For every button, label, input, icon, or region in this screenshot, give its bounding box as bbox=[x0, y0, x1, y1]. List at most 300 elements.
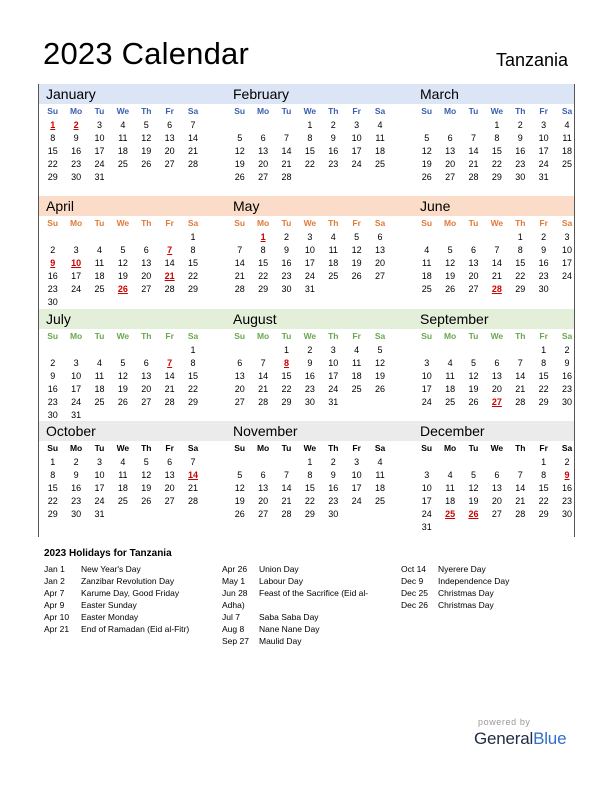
day-cell: 18 bbox=[445, 496, 456, 506]
day-cell: 13 bbox=[164, 133, 175, 143]
day-cell: 9 bbox=[564, 358, 570, 368]
day-cell: 15 bbox=[258, 258, 269, 268]
week-row bbox=[415, 357, 590, 370]
holiday-name: Independence Day bbox=[438, 576, 510, 586]
day-cell: 4 bbox=[377, 120, 383, 130]
holiday-day-cell: 9 bbox=[50, 258, 56, 268]
week-row bbox=[41, 469, 216, 482]
empty-day-cell bbox=[158, 344, 181, 357]
weekday-label: Fr bbox=[165, 218, 174, 228]
week-row bbox=[41, 171, 216, 184]
week-row bbox=[415, 257, 590, 270]
day-cell: 18 bbox=[375, 483, 386, 493]
day-cell: 5 bbox=[237, 133, 243, 143]
day-cell: 18 bbox=[421, 271, 432, 281]
day-cell: 29 bbox=[47, 509, 58, 519]
country-name: Tanzania bbox=[495, 50, 568, 70]
day-cell: 19 bbox=[421, 159, 432, 169]
week-row bbox=[41, 296, 216, 309]
day-cell: 29 bbox=[188, 284, 199, 294]
day-cell: 4 bbox=[424, 245, 430, 255]
holiday-name: Easter Sunday bbox=[81, 600, 137, 610]
empty-day-cell bbox=[485, 344, 508, 357]
month-name: October bbox=[46, 423, 96, 439]
month-block-february bbox=[228, 84, 403, 184]
weekday-label: Fr bbox=[352, 218, 361, 228]
day-cell: 9 bbox=[73, 470, 79, 480]
day-cell: 19 bbox=[234, 496, 245, 506]
weekday-label: Tu bbox=[281, 106, 292, 116]
day-cell: 12 bbox=[117, 258, 128, 268]
day-cell: 2 bbox=[330, 457, 336, 467]
empty-day-cell bbox=[88, 344, 111, 357]
empty-day-cell bbox=[64, 231, 87, 244]
day-cell: 10 bbox=[421, 371, 432, 381]
holiday-entry bbox=[401, 575, 509, 587]
day-cell: 8 bbox=[307, 470, 313, 480]
empty-day-cell bbox=[64, 296, 87, 309]
weekday-label: Mo bbox=[256, 443, 270, 453]
day-cell: 2 bbox=[541, 232, 547, 242]
holiday-entry bbox=[44, 623, 189, 635]
empty-day-cell bbox=[135, 508, 158, 521]
day-cell: 6 bbox=[494, 358, 500, 368]
day-cell: 6 bbox=[447, 133, 453, 143]
day-cell: 2 bbox=[307, 345, 313, 355]
weekday-label: Fr bbox=[539, 106, 548, 116]
day-cell: 22 bbox=[304, 496, 315, 506]
day-cell: 22 bbox=[538, 496, 549, 506]
day-cell: 16 bbox=[281, 258, 292, 268]
day-cell: 23 bbox=[304, 384, 315, 394]
holiday-date: May 1 bbox=[222, 576, 246, 586]
day-cell: 11 bbox=[351, 358, 362, 368]
day-cell: 13 bbox=[141, 371, 152, 381]
weekday-label: Mo bbox=[256, 331, 270, 341]
day-cell: 20 bbox=[234, 384, 245, 394]
holiday-name: Nyerere Day bbox=[438, 564, 486, 574]
day-cell: 26 bbox=[445, 284, 456, 294]
day-cell: 25 bbox=[445, 397, 456, 407]
empty-day-cell bbox=[345, 508, 368, 521]
day-cell: 14 bbox=[164, 258, 175, 268]
day-cell: 14 bbox=[258, 371, 269, 381]
day-cell: 17 bbox=[421, 496, 432, 506]
week-row bbox=[41, 158, 216, 171]
day-cell: 17 bbox=[562, 258, 573, 268]
week-row bbox=[41, 270, 216, 283]
holiday-day-cell: 8 bbox=[283, 358, 289, 368]
day-cell: 18 bbox=[117, 146, 128, 156]
weekday-label: Mo bbox=[256, 106, 270, 116]
weekday-label: Sa bbox=[187, 331, 199, 341]
day-cell: 7 bbox=[190, 457, 196, 467]
day-cell: 20 bbox=[491, 496, 502, 506]
week-row bbox=[41, 370, 216, 383]
empty-day-cell bbox=[415, 119, 438, 132]
day-cell: 16 bbox=[304, 371, 315, 381]
empty-day-cell bbox=[368, 171, 391, 184]
weekday-header bbox=[41, 216, 216, 231]
week-row bbox=[415, 469, 590, 482]
weekday-label: Mo bbox=[256, 218, 270, 228]
weekday-label: Su bbox=[47, 331, 59, 341]
week-row bbox=[415, 508, 590, 521]
holiday-date: Dec 25 bbox=[401, 588, 428, 598]
holiday-entry bbox=[222, 575, 368, 587]
weekday-label: Sa bbox=[187, 443, 199, 453]
week-row bbox=[228, 132, 403, 145]
empty-day-cell bbox=[228, 344, 251, 357]
holiday-list-column-1 bbox=[44, 563, 189, 635]
day-cell: 19 bbox=[375, 371, 386, 381]
day-cell: 18 bbox=[117, 483, 128, 493]
day-cell: 10 bbox=[94, 133, 105, 143]
holiday-entry bbox=[44, 611, 189, 623]
day-cell: 10 bbox=[538, 133, 549, 143]
day-cell: 31 bbox=[71, 410, 82, 420]
day-cell: 14 bbox=[491, 258, 502, 268]
day-cell: 9 bbox=[541, 245, 547, 255]
day-cell: 17 bbox=[71, 384, 82, 394]
weekday-label: Sa bbox=[561, 218, 573, 228]
empty-day-cell bbox=[111, 508, 134, 521]
day-cell: 17 bbox=[538, 146, 549, 156]
day-cell: 28 bbox=[164, 284, 175, 294]
week-row bbox=[228, 171, 403, 184]
day-cell: 24 bbox=[351, 496, 362, 506]
day-cell: 18 bbox=[351, 371, 362, 381]
day-cell: 19 bbox=[141, 146, 152, 156]
day-cell: 2 bbox=[330, 120, 336, 130]
month-block-march bbox=[415, 84, 590, 184]
day-cell: 11 bbox=[562, 133, 572, 143]
day-cell: 29 bbox=[538, 397, 549, 407]
week-row bbox=[41, 132, 216, 145]
day-cell: 30 bbox=[328, 509, 339, 519]
week-row bbox=[41, 357, 216, 370]
day-cell: 19 bbox=[234, 159, 245, 169]
empty-day-cell bbox=[485, 231, 508, 244]
holiday-name: End of Ramadan (Eid al-Fitr) bbox=[81, 624, 190, 634]
week-row bbox=[228, 508, 403, 521]
empty-day-cell bbox=[415, 231, 438, 244]
day-cell: 16 bbox=[47, 271, 58, 281]
day-cell: 30 bbox=[71, 172, 82, 182]
empty-day-cell bbox=[509, 521, 532, 534]
day-cell: 17 bbox=[94, 146, 105, 156]
empty-day-cell bbox=[158, 296, 181, 309]
week-row bbox=[415, 383, 590, 396]
month-block-may bbox=[228, 196, 403, 296]
weekday-label: Tu bbox=[94, 218, 105, 228]
empty-day-cell bbox=[555, 171, 578, 184]
day-cell: 23 bbox=[71, 159, 82, 169]
holiday-name-continuation: Adha) bbox=[222, 600, 245, 610]
holidays-title: 2023 Holidays for Tanzania bbox=[44, 548, 172, 559]
generalblue-logo[interactable] bbox=[474, 729, 566, 749]
empty-day-cell bbox=[438, 344, 461, 357]
day-cell: 17 bbox=[351, 483, 362, 493]
day-cell: 13 bbox=[491, 371, 502, 381]
day-cell: 7 bbox=[260, 358, 266, 368]
holiday-entry bbox=[222, 623, 368, 635]
empty-day-cell bbox=[158, 171, 181, 184]
day-cell: 25 bbox=[94, 284, 105, 294]
day-cell: 19 bbox=[117, 271, 128, 281]
weekday-label: Mo bbox=[443, 106, 457, 116]
weekday-label: Fr bbox=[539, 218, 548, 228]
weekday-label: Th bbox=[328, 443, 339, 453]
day-cell: 20 bbox=[258, 496, 269, 506]
weekday-label: Sa bbox=[561, 443, 573, 453]
day-cell: 19 bbox=[445, 271, 456, 281]
holiday-day-cell: 7 bbox=[167, 358, 173, 368]
weekday-label: Su bbox=[421, 106, 433, 116]
day-cell: 22 bbox=[258, 271, 269, 281]
weekday-label: Mo bbox=[69, 106, 83, 116]
weekday-header bbox=[228, 216, 403, 231]
holiday-name: Easter Monday bbox=[81, 612, 139, 622]
weekday-label: Mo bbox=[443, 331, 457, 341]
day-cell: 22 bbox=[188, 384, 199, 394]
holiday-day-cell: 25 bbox=[445, 509, 456, 519]
empty-day-cell bbox=[181, 508, 204, 521]
day-cell: 28 bbox=[188, 496, 199, 506]
day-cell: 19 bbox=[468, 496, 479, 506]
holiday-entry bbox=[222, 563, 368, 575]
week-row bbox=[228, 283, 403, 296]
empty-day-cell bbox=[135, 344, 158, 357]
day-cell: 29 bbox=[491, 172, 502, 182]
month-block-june bbox=[415, 196, 590, 296]
day-cell: 11 bbox=[445, 483, 455, 493]
day-cell: 15 bbox=[304, 146, 315, 156]
empty-day-cell bbox=[322, 171, 345, 184]
empty-day-cell bbox=[111, 231, 134, 244]
day-cell: 16 bbox=[328, 146, 339, 156]
weekday-label: Tu bbox=[94, 331, 105, 341]
weekday-label: Th bbox=[515, 331, 526, 341]
weekday-label: Sa bbox=[561, 106, 573, 116]
day-cell: 23 bbox=[47, 397, 58, 407]
day-cell: 8 bbox=[517, 245, 523, 255]
empty-day-cell bbox=[462, 521, 485, 534]
day-cell: 15 bbox=[188, 371, 199, 381]
day-cell: 12 bbox=[375, 358, 386, 368]
holiday-name: Maulid Day bbox=[259, 636, 302, 646]
day-cell: 14 bbox=[515, 483, 526, 493]
day-cell: 4 bbox=[377, 457, 383, 467]
day-cell: 4 bbox=[120, 120, 126, 130]
month-name: November bbox=[233, 423, 298, 439]
empty-day-cell bbox=[462, 456, 485, 469]
day-cell: 28 bbox=[164, 397, 175, 407]
holiday-name: Christmas Day bbox=[438, 600, 494, 610]
empty-day-cell bbox=[555, 283, 578, 296]
empty-day-cell bbox=[228, 119, 251, 132]
day-cell: 5 bbox=[424, 133, 430, 143]
day-cell: 2 bbox=[283, 232, 289, 242]
empty-day-cell bbox=[275, 456, 298, 469]
day-cell: 10 bbox=[421, 483, 432, 493]
holiday-day-cell: 21 bbox=[164, 271, 175, 281]
weekday-label: Su bbox=[421, 331, 433, 341]
day-cell: 16 bbox=[71, 483, 82, 493]
day-cell: 16 bbox=[47, 384, 58, 394]
weekday-label: Sa bbox=[374, 331, 386, 341]
day-cell: 13 bbox=[375, 245, 386, 255]
week-row bbox=[415, 244, 590, 257]
weekday-label: Fr bbox=[165, 331, 174, 341]
day-cell: 12 bbox=[117, 371, 128, 381]
day-cell: 1 bbox=[190, 232, 196, 242]
weekday-label: Fr bbox=[352, 331, 361, 341]
holiday-day-cell: 27 bbox=[491, 397, 502, 407]
day-cell: 3 bbox=[73, 245, 79, 255]
week-row bbox=[415, 270, 590, 283]
week-row bbox=[415, 158, 590, 171]
day-cell: 1 bbox=[283, 345, 289, 355]
day-cell: 23 bbox=[71, 496, 82, 506]
day-cell: 20 bbox=[375, 258, 386, 268]
day-cell: 14 bbox=[188, 133, 199, 143]
week-row bbox=[228, 119, 403, 132]
day-cell: 15 bbox=[304, 483, 315, 493]
empty-day-cell bbox=[158, 508, 181, 521]
weekday-label: Su bbox=[47, 106, 59, 116]
month-block-april bbox=[41, 196, 216, 309]
weekday-label: Sa bbox=[187, 218, 199, 228]
day-cell: 20 bbox=[141, 271, 152, 281]
day-cell: 28 bbox=[281, 172, 292, 182]
powered-by-text: powered by bbox=[478, 717, 531, 727]
day-cell: 2 bbox=[73, 457, 79, 467]
weekday-header bbox=[415, 216, 590, 231]
weekday-label: We bbox=[490, 218, 504, 228]
week-row bbox=[228, 344, 403, 357]
empty-day-cell bbox=[181, 296, 204, 309]
day-cell: 8 bbox=[494, 133, 500, 143]
day-cell: 12 bbox=[468, 371, 479, 381]
day-cell: 15 bbox=[47, 146, 58, 156]
holiday-entry bbox=[44, 587, 189, 599]
week-row bbox=[415, 171, 590, 184]
day-cell: 20 bbox=[164, 146, 175, 156]
day-cell: 4 bbox=[330, 232, 336, 242]
day-cell: 8 bbox=[541, 470, 547, 480]
day-cell: 24 bbox=[351, 159, 362, 169]
holiday-date: Dec 26 bbox=[401, 600, 428, 610]
holiday-day-cell: 14 bbox=[188, 470, 199, 480]
day-cell: 12 bbox=[141, 133, 152, 143]
day-cell: 15 bbox=[538, 371, 549, 381]
weekday-label: Sa bbox=[374, 106, 386, 116]
weekday-label: Fr bbox=[539, 331, 548, 341]
day-cell: 7 bbox=[517, 358, 523, 368]
week-row bbox=[228, 145, 403, 158]
day-cell: 3 bbox=[96, 120, 102, 130]
empty-day-cell bbox=[555, 521, 578, 534]
week-row bbox=[228, 257, 403, 270]
week-row bbox=[415, 119, 590, 132]
week-row bbox=[228, 495, 403, 508]
weekday-label: Fr bbox=[539, 443, 548, 453]
holiday-date: Sep 27 bbox=[222, 636, 249, 646]
empty-day-cell bbox=[275, 119, 298, 132]
weekday-label: Th bbox=[141, 106, 152, 116]
day-cell: 16 bbox=[562, 371, 573, 381]
day-cell: 14 bbox=[515, 371, 526, 381]
holiday-day-cell: 1 bbox=[50, 120, 56, 130]
day-cell: 15 bbox=[515, 258, 526, 268]
holiday-date: Apr 21 bbox=[44, 624, 70, 634]
day-cell: 5 bbox=[470, 470, 476, 480]
day-cell: 27 bbox=[141, 284, 152, 294]
day-cell: 29 bbox=[258, 284, 269, 294]
weekday-header bbox=[41, 329, 216, 344]
day-cell: 21 bbox=[515, 496, 526, 506]
day-cell: 24 bbox=[421, 397, 432, 407]
weekday-label: Tu bbox=[468, 443, 479, 453]
weekday-label: Th bbox=[515, 218, 526, 228]
holiday-day-cell: 9 bbox=[564, 470, 570, 480]
empty-day-cell bbox=[251, 344, 274, 357]
day-cell: 23 bbox=[562, 496, 573, 506]
month-name: July bbox=[46, 311, 71, 327]
day-cell: 3 bbox=[424, 470, 430, 480]
empty-day-cell bbox=[462, 231, 485, 244]
empty-day-cell bbox=[345, 283, 368, 296]
day-cell: 25 bbox=[117, 159, 128, 169]
day-cell: 22 bbox=[281, 384, 292, 394]
day-cell: 19 bbox=[117, 384, 128, 394]
day-cell: 4 bbox=[564, 120, 570, 130]
day-cell: 1 bbox=[307, 120, 313, 130]
day-cell: 23 bbox=[328, 496, 339, 506]
day-cell: 14 bbox=[281, 146, 292, 156]
day-cell: 3 bbox=[424, 358, 430, 368]
week-row bbox=[41, 257, 216, 270]
week-row bbox=[228, 469, 403, 482]
weekday-label: Tu bbox=[281, 443, 292, 453]
empty-day-cell bbox=[368, 396, 391, 409]
day-cell: 18 bbox=[445, 384, 456, 394]
holiday-name: New Year's Day bbox=[81, 564, 141, 574]
day-cell: 9 bbox=[307, 358, 313, 368]
day-cell: 11 bbox=[375, 133, 385, 143]
weekday-label: We bbox=[303, 331, 317, 341]
holiday-name: Union Day bbox=[259, 564, 299, 574]
day-cell: 1 bbox=[50, 457, 56, 467]
month-block-december bbox=[415, 421, 590, 534]
day-cell: 8 bbox=[260, 245, 266, 255]
weekday-label: Su bbox=[234, 331, 246, 341]
weekday-label: Su bbox=[421, 443, 433, 453]
day-cell: 27 bbox=[375, 271, 386, 281]
weekday-label: Tu bbox=[94, 106, 105, 116]
day-cell: 25 bbox=[375, 496, 386, 506]
grid-border-line bbox=[38, 84, 39, 537]
week-row bbox=[228, 158, 403, 171]
week-row bbox=[415, 283, 590, 296]
day-cell: 6 bbox=[470, 245, 476, 255]
day-cell: 5 bbox=[120, 245, 126, 255]
day-cell: 21 bbox=[281, 496, 292, 506]
day-cell: 7 bbox=[283, 133, 289, 143]
holiday-day-cell: 7 bbox=[167, 245, 173, 255]
day-cell: 11 bbox=[328, 245, 338, 255]
